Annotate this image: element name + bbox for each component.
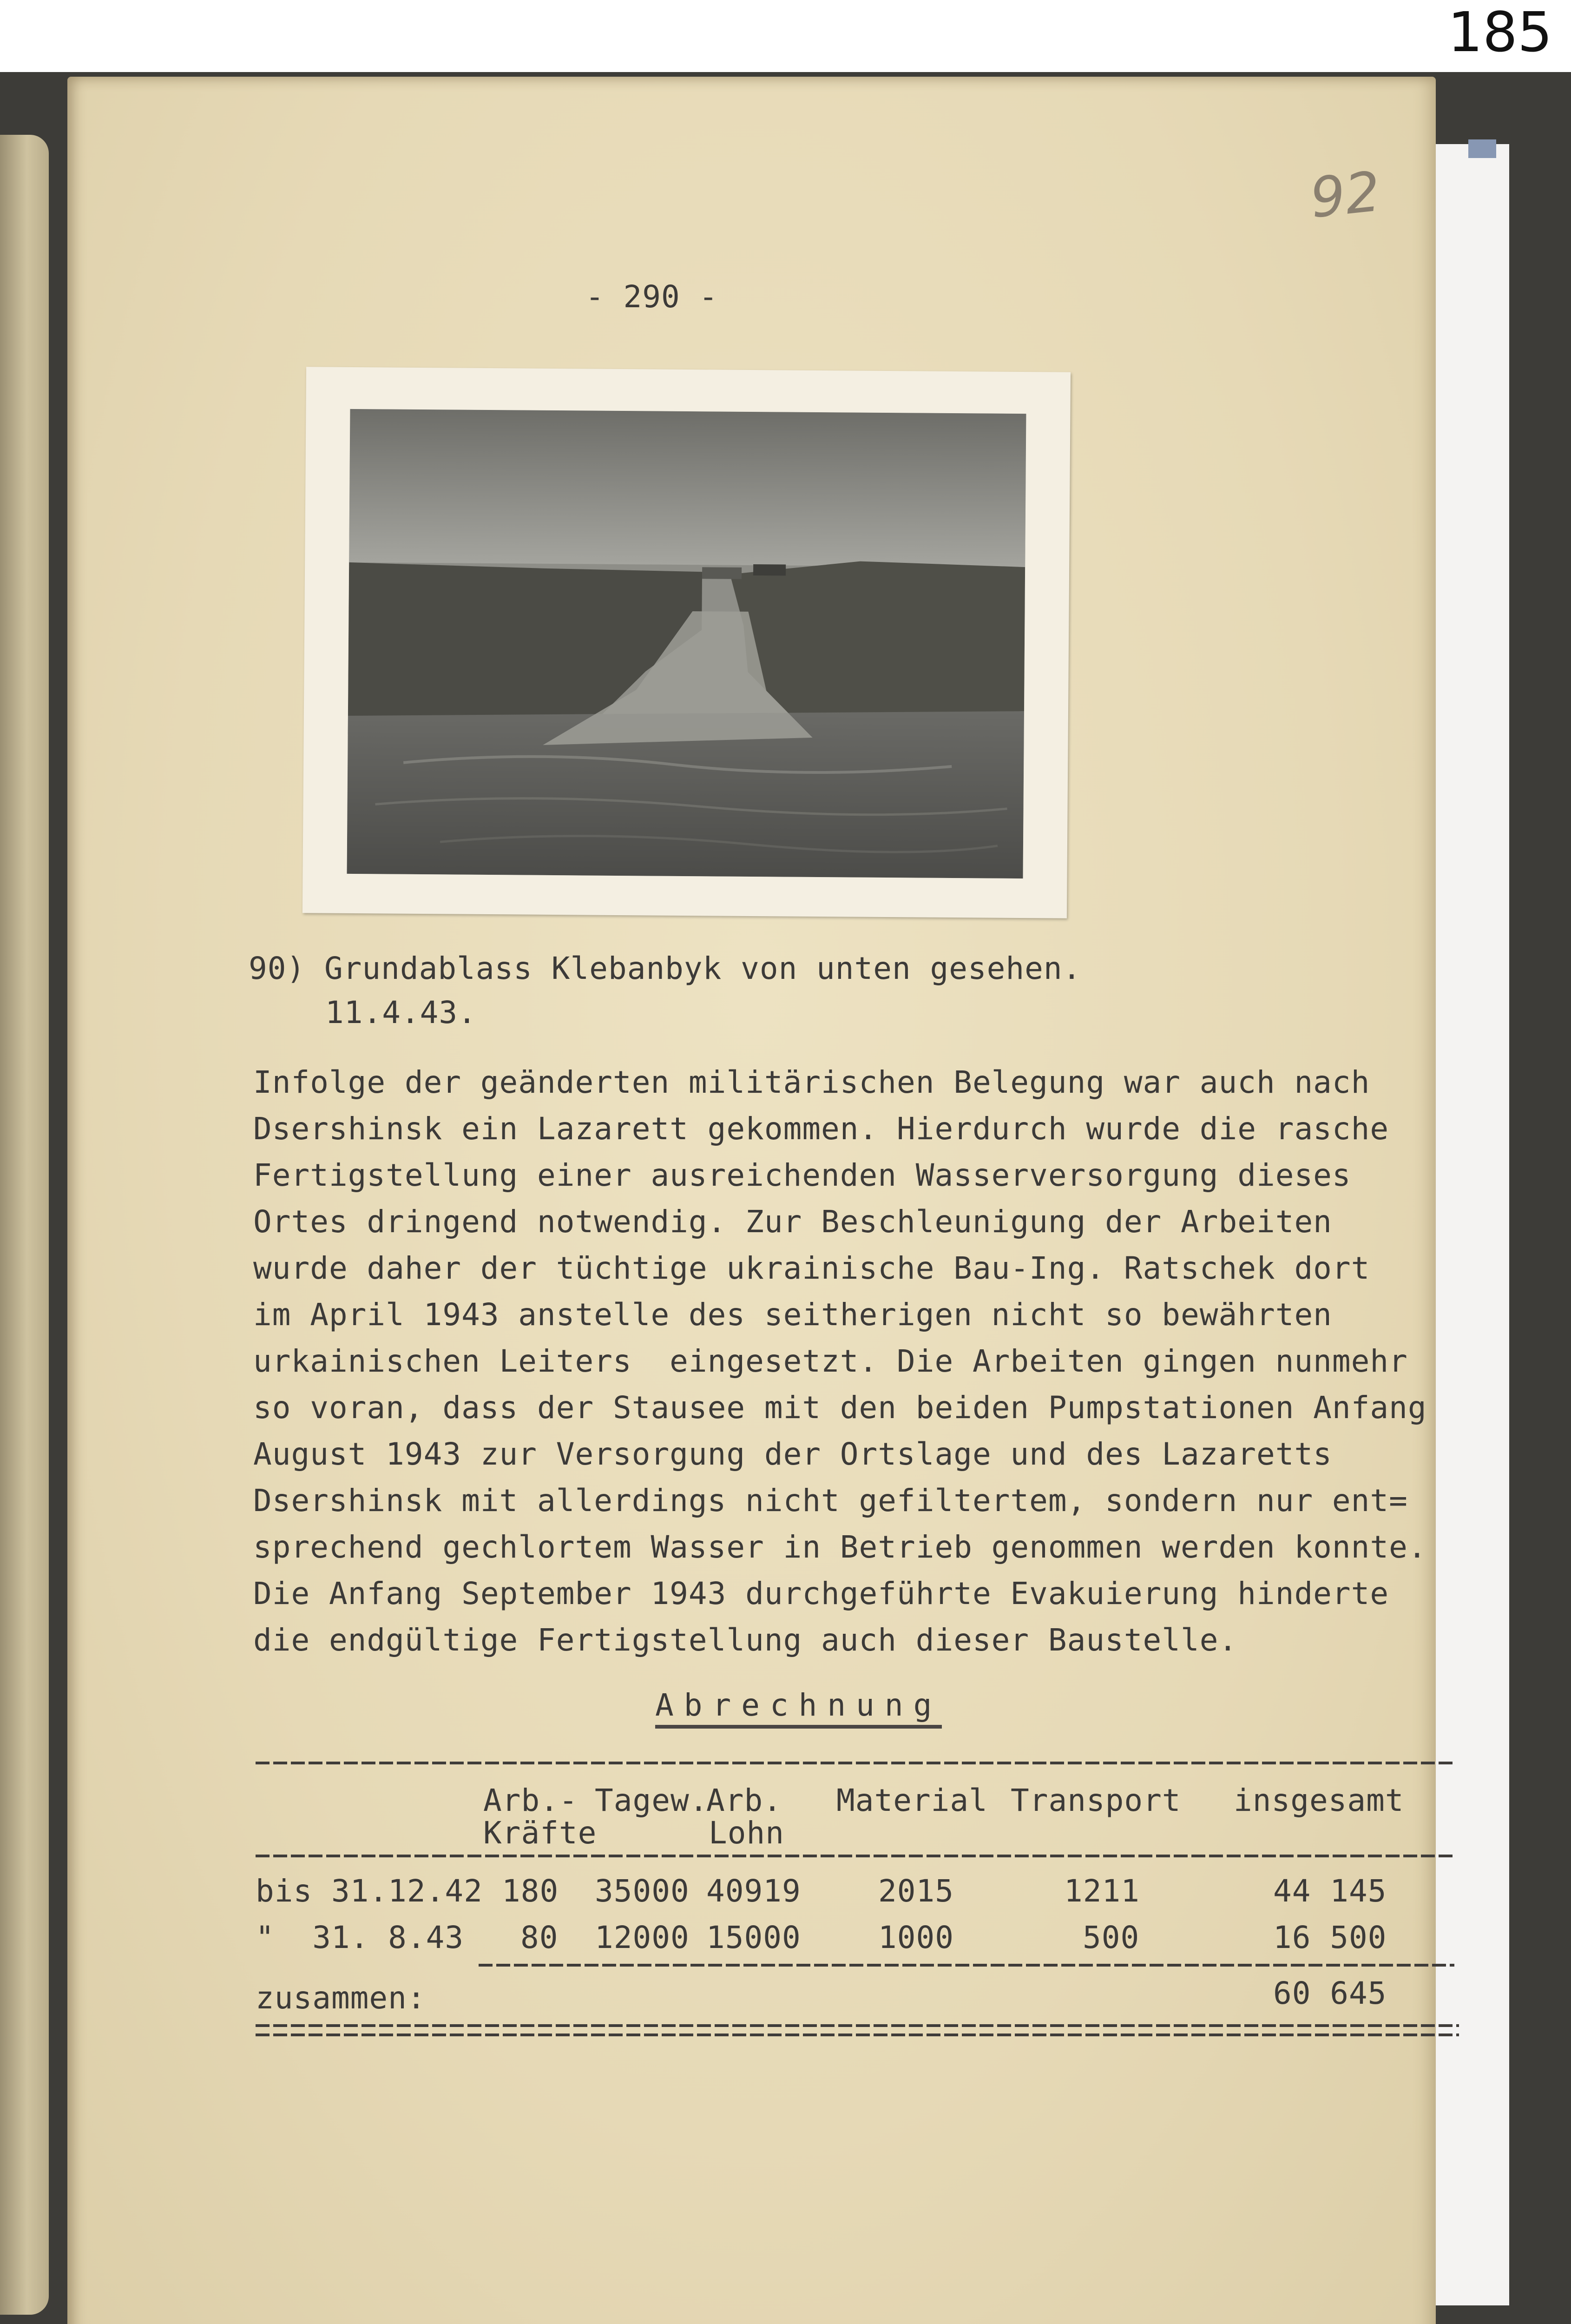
row-insgesamt: 16 500: [1273, 1920, 1387, 1955]
row-transport: 1211: [1064, 1873, 1140, 1909]
photograph: [347, 409, 1026, 878]
row-label: bis 31.12.42: [256, 1873, 483, 1909]
typed-page-number: - 290 -: [585, 279, 718, 315]
total-label: zusammen:: [256, 1980, 426, 2016]
body-line: Fertigstellung einer ausreichenden Wasserversorgung dieses: [253, 1157, 1351, 1193]
body-line: Infolge der geänderten militärischen Belegung war auch nach: [253, 1064, 1370, 1100]
row-kraefte: 180: [502, 1873, 559, 1909]
body-line: sprechend gechlortem Wasser in Betrieb genommen werden konnte.: [253, 1529, 1427, 1565]
subtotal-rule: [479, 1964, 1454, 1967]
header-insgesamt: insgesamt: [1234, 1783, 1404, 1818]
body-line: Dsershinsk mit allerdings nicht gefiltertem, sondern nur ent=: [253, 1483, 1408, 1519]
photo-caption-date: 11.4.43.: [325, 995, 477, 1030]
body-line: die endgültige Fertigstellung auch dieser Baustelle.: [253, 1622, 1238, 1658]
row-kraefte: 80: [520, 1920, 559, 1955]
body-line: urkainischen Leiters eingesetzt. Die Arbeiten gingen nunmehr: [253, 1343, 1408, 1379]
header-transport: Transport: [1011, 1783, 1181, 1818]
photo-mount: [302, 367, 1071, 918]
header-arb-lohn: Arb.: [706, 1783, 782, 1818]
row-lohn: 15000: [706, 1920, 801, 1955]
row-insgesamt: 44 145: [1273, 1873, 1387, 1909]
row-transport: 500: [1083, 1920, 1140, 1955]
abrechnung-heading: Abrechnung: [655, 1687, 942, 1729]
scan-page-number: 185: [1447, 0, 1552, 64]
photo-caption-title: 90) Grundablass Klebanbyk von unten gesehen.: [249, 951, 1082, 986]
total-value: 60 645: [1273, 1975, 1387, 2011]
header-material: Material: [836, 1783, 988, 1818]
table-top-rule: [256, 1762, 1454, 1764]
body-line: August 1943 zur Versorgung der Ortslage und des Lazaretts: [253, 1436, 1332, 1472]
double-rule-top: [256, 2024, 1459, 2027]
double-rule-bottom: [256, 2034, 1459, 2036]
row-tagew: 35000: [595, 1873, 690, 1909]
header-arb-lohn-2: Lohn: [709, 1815, 784, 1851]
header-rule: [256, 1855, 1454, 1857]
handwritten-page-number: 92: [1307, 159, 1383, 231]
body-line: Ortes dringend notwendig. Zur Beschleunigung der Arbeiten: [253, 1204, 1332, 1240]
row-tagew: 12000: [595, 1920, 690, 1955]
row-lohn: 40919: [706, 1873, 801, 1909]
row-label: " 31. 8.43: [256, 1920, 464, 1955]
photograph-sluice-icon: [347, 409, 1026, 878]
binder-edge: [1468, 139, 1496, 158]
left-page-edge: [0, 135, 49, 2315]
body-line: Dsershinsk ein Lazarett gekommen. Hierdurch wurde die rasche: [253, 1111, 1389, 1147]
row-material: 1000: [878, 1920, 954, 1955]
header-tagew: Tagew.: [595, 1783, 709, 1818]
row-material: 2015: [878, 1873, 954, 1909]
body-line: so voran, dass der Stausee mit den beiden Pumpstationen Anfang: [253, 1390, 1427, 1426]
header-arb-kraefte-2: Kräfte: [483, 1815, 597, 1851]
body-line: wurde daher der tüchtige ukrainische Bau-Ing. Ratschek dort: [253, 1250, 1370, 1286]
header-arb-kraefte: Arb.-: [483, 1783, 578, 1818]
body-line: im April 1943 anstelle des seitherigen nicht so bewährten: [253, 1297, 1332, 1333]
body-line: Die Anfang September 1943 durchgeführte Evakuierung hinderte: [253, 1576, 1389, 1611]
